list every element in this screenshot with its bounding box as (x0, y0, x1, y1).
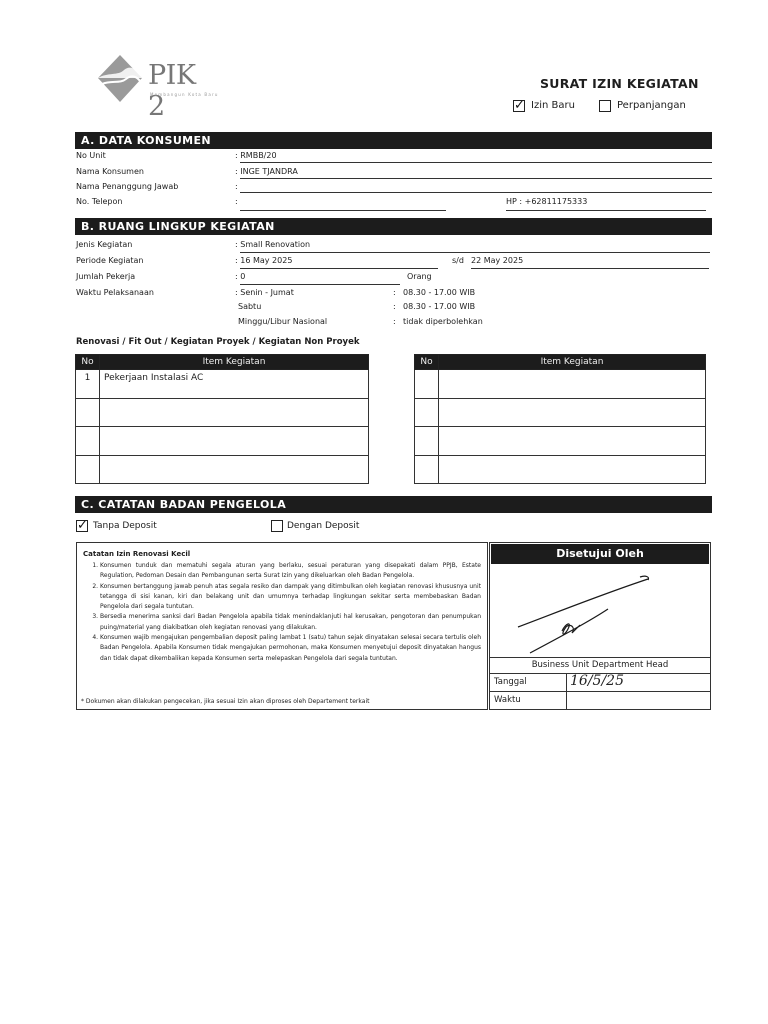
weekday-time: 08.30 - 17.00 WIB (403, 288, 476, 297)
perpanjangan-checkbox[interactable] (599, 100, 611, 112)
row-item: Pekerjaan Instalasi AC (100, 370, 369, 399)
items-table-left-header (76, 355, 369, 370)
notes-list (87, 561, 481, 664)
perpanjangan-label: Perpanjangan (617, 100, 686, 111)
table-row (415, 455, 706, 484)
phone-value: : (235, 197, 238, 206)
izin-baru-checkbox[interactable] (513, 100, 525, 112)
period-label: Periode Kegiatan (76, 256, 144, 265)
period-to: 22 May 2025 (471, 256, 524, 265)
notes-footnote: * Dokumen akan dilakukan pengecekan, jika sesuai Izin akan diproses oleh Departement terkait (81, 698, 370, 705)
label-column-divider (566, 673, 567, 710)
table-row (76, 427, 369, 456)
note-item: 2. Konsumen bertanggung jawab penuh atas segala resiko dan dampak yang ditimbulkan oleh kegiatan renovasi khususnya unit tetangga di sisi kanan, kiri dan belakang unit dan umumnya terhadap lingkungan sekitar serta membebaskan Badan Pengelola dari segala tuntutan. (100, 582, 481, 613)
row-item (100, 455, 369, 484)
note-item: 1. Konsumen tunduk dan mematuhi segala aturan yang berlaku, sesuai peraturan yang disepakati dalam PPJB, Estate Regulation, Pedoman Desain dan Pembangunan serta Surat Izin yang dikeluarkan oleh Badan Pengelola. (100, 561, 481, 582)
activity-type-underline (240, 252, 710, 253)
weekday-colon: : (393, 288, 396, 297)
period-separator: s/d (452, 256, 464, 265)
table-row (415, 398, 706, 427)
logo-text: PIK 2 (148, 60, 196, 122)
workers-value: : 0 (235, 272, 246, 281)
section-b-header: B. RUANG LINGKUP KEGIATAN (75, 218, 712, 235)
workers-unit: Orang (407, 272, 432, 281)
col-item-header: Item Kegiatan (439, 355, 706, 370)
saturday-label: Sabtu (238, 302, 262, 311)
pic-underline (240, 192, 712, 193)
row-no: 1 (76, 370, 100, 399)
table-row (415, 370, 706, 399)
holiday-label: Minggu/Libur Nasional (238, 317, 328, 326)
no-deposit-checkbox[interactable] (76, 520, 88, 532)
table-row (415, 427, 706, 456)
col-item-header: Item Kegiatan (100, 355, 369, 370)
with-deposit-checkbox[interactable] (271, 520, 283, 532)
activity-type-label: Jenis Kegiatan (76, 240, 133, 249)
section-a-header: A. DATA KONSUMEN (75, 132, 712, 149)
table-row (76, 455, 369, 484)
row-no (76, 427, 100, 456)
table-row (76, 370, 369, 399)
role-divider (490, 657, 710, 658)
logo-tagline: Membangun Kota Baru (150, 92, 219, 97)
date-value: 16/5/25 (570, 673, 624, 689)
renovation-notes-box (76, 542, 488, 710)
table-row (76, 398, 369, 427)
approver-role: Business Unit Department Head (531, 660, 669, 670)
approval-box (489, 542, 711, 710)
notes-title: Catatan Izin Renovasi Kecil (83, 550, 191, 558)
row-item (100, 398, 369, 427)
period-to-underline (471, 268, 709, 269)
holiday-time: tidak diperbolehkan (403, 317, 483, 326)
activity-type-value: : Small Renovation (235, 240, 311, 249)
col-no-header: No (415, 355, 439, 370)
row-item (439, 370, 706, 399)
row-item (439, 427, 706, 456)
row-no (415, 398, 439, 427)
saturday-time: 08.30 - 17.00 WIB (403, 302, 476, 311)
checkmark-icon: ✓ (77, 518, 88, 533)
items-table-left (75, 354, 369, 484)
phone-label: No. Telepon (76, 197, 123, 206)
section-c-header: C. CATATAN BADAN PENGELOLA (75, 496, 712, 513)
phone-underline (240, 210, 446, 211)
company-logo (96, 54, 220, 122)
unit-underline (240, 162, 712, 163)
period-from: : 16 May 2025 (235, 256, 293, 265)
workers-underline (240, 284, 400, 285)
hp-value: HP : +62811175333 (506, 197, 588, 206)
row-no (415, 427, 439, 456)
izin-baru-label: Izin Baru (531, 100, 575, 111)
col-no-header: No (76, 355, 100, 370)
logo-mark-icon (96, 54, 144, 104)
note-item: 4. Konsumen wajib mengajukan pengembalian deposit paling lambat 1 (satu) tahun sejak dinyatakan selesai secara tertulis oleh Badan Pengelola. Apabila Konsumen tidak mengajukan permohonan, maka Konsumen menyetujui deposit dinyatakan hangus dan tidak dapat dikembalikan kepada Konsumen serta melepaskan Pengelola dari segala tuntutan. (100, 633, 481, 664)
holiday-colon: : (393, 317, 396, 326)
row-no (76, 398, 100, 427)
period-from-underline (240, 268, 438, 269)
time-row-divider (490, 691, 710, 692)
row-item (439, 455, 706, 484)
row-no (415, 455, 439, 484)
with-deposit-label: Dengan Deposit (287, 521, 360, 531)
form-title: SURAT IZIN KEGIATAN (540, 76, 699, 91)
checkmark-icon: ✓ (514, 98, 525, 113)
consumer-value: : INGE TJANDRA (235, 167, 298, 176)
hp-underline (506, 210, 706, 211)
items-table-caption: Renovasi / Fit Out / Kegiatan Proyek / Kegiatan Non Proyek (76, 337, 360, 347)
consumer-underline (240, 178, 712, 179)
items-table-right-header (415, 355, 706, 370)
row-no (415, 370, 439, 399)
unit-value: : RMBB/20 (235, 151, 277, 160)
time-label: Waktu (494, 695, 521, 705)
no-deposit-label: Tanpa Deposit (93, 521, 157, 531)
pic-value: : (235, 182, 238, 191)
approval-header: Disetujui Oleh (491, 544, 709, 564)
workers-label: Jumlah Pekerja (76, 272, 136, 281)
date-label: Tanggal (494, 677, 527, 687)
saturday-colon: : (393, 302, 396, 311)
signature-icon (490, 565, 710, 657)
consumer-label: Nama Konsumen (76, 167, 144, 176)
row-no (76, 455, 100, 484)
time-label: Waktu Pelaksanaan (76, 288, 154, 297)
weekday-label: : Senin - Jumat (235, 288, 294, 297)
row-item (439, 398, 706, 427)
pic-label: Nama Penanggung Jawab (76, 182, 179, 191)
items-table-right (414, 354, 706, 484)
unit-label: No Unit (76, 151, 106, 160)
row-item (100, 427, 369, 456)
note-item: 3. Bersedia menerima sanksi dari Badan Pengelola apabila tidak menindaklanjuti hal kerusakan, pengotoran dan penumpukan puing/material yang diakibatkan oleh kegiatan renovasi yang dilakukan. (100, 612, 481, 633)
